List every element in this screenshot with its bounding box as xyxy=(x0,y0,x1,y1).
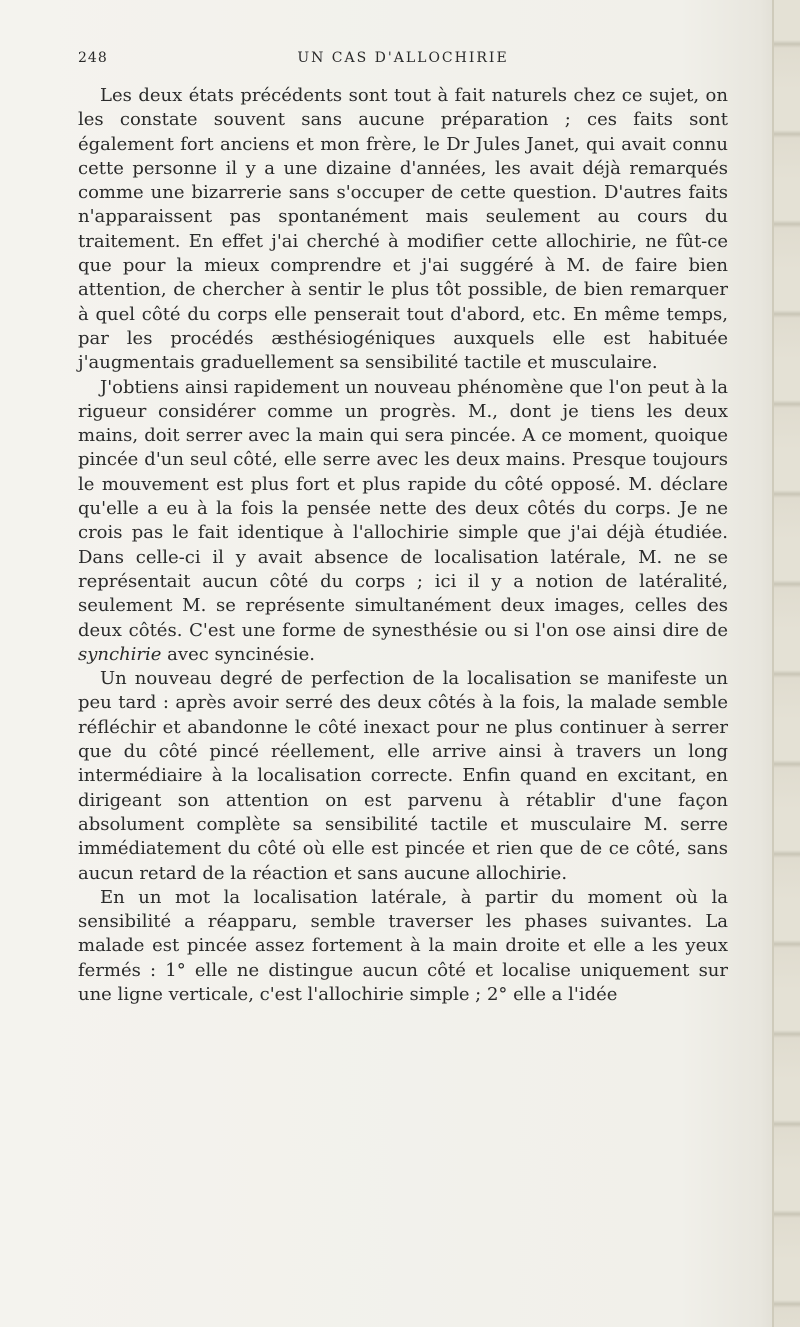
paragraph-2 xyxy=(78,376,728,668)
page-number: 248 xyxy=(78,50,108,66)
page-header xyxy=(78,50,728,72)
italic-term: synchirie xyxy=(78,643,162,665)
paragraph-2-text: J'obtiens ainsi rapidement un nouveau phénomène que l'on peut à la rigueur considérer comme un progrès. M., dont je tiens les deux mains, doit serrer avec la main qui sera pincée. A ce moment, quoique pincée d'un seul côté, elle serre avec les deux mains. Presque toujours le mouvement est plus fort et plus rapide du côté opposé. M. déclare qu'elle a eu à la fois la pensée nette des deux côtés du corps. Je ne crois pas le fait identique à l'allochirie simple que j'ai déjà étudiée. Dans celle-ci il y avait absence de localisation latérale, M. ne se représentait aucun côté du corps ; ici il y a notion de latéralité, seulement M. se représente simultanément deux images, celles des deux côtés. C'est une forme de synesthésie ou si l'on ose ainsi dire de xyxy=(78,376,728,641)
paragraph-3: Un nouveau degré de perfection de la localisation se manifeste un peu tard : après avoir serré des deux côtés à la fois, la malade semble réfléchir et abandonne le côté inexact pour ne plus continuer à serrer que du côté pincé réellement, elle arrive ainsi à travers un long intermédiaire à la localisation correcte. Enfin quand en excitant, en dirigeant son attention on est parvenu à rétablir d'une façon absolument complète sa sensibilité tactile et musculaire M. serre immédiatement du côté où elle est pincée et rien que de ce côté, sans aucun retard de la réaction et sans aucune allochirie. xyxy=(78,668,728,884)
page-edge xyxy=(772,0,800,1327)
running-head: UN CAS D'ALLOCHIRIE xyxy=(297,50,509,66)
paragraph-2-tail: avec syncinésie. xyxy=(161,643,315,665)
paragraph-1: Les deux états précédents sont tout à fait naturels chez ce sujet, on les constate souvent sans aucune préparation ; ces faits sont également fort anciens et mon frère, le Dr Jules Janet, qui avait connu cette personne il y a une dizaine d'années, les avait déjà remarqués comme une bizarrerie sans s'occuper de cette question. D'autres faits n'apparaissent pas spontanément mais seulement au cours du traitement. En effet j'ai cherché à modifier cette allochirie, ne fût-ce que pour la mieux comprendre et j'ai suggéré à M. de faire bien attention, de chercher à sentir le plus tôt possible, de bien remarquer à quel côté du corps elle penserait tout d'abord, etc. En même temps, par les procédés æsthésiogéniques auxquels elle est habituée j'augmentais graduellement sa sensibilité tactile et musculaire. xyxy=(78,85,728,374)
paragraph-4: En un mot la localisation latérale, à partir du moment où la sensibilité a réapparu, semble traverser les phases suivantes. La malade est pincée assez fortement à la main droite et elle a les yeux fermés : 1° elle ne distingue aucun côté et localise uniquement sur une ligne verticale, c'est l'allochirie simple ; 2° elle a l'idée xyxy=(78,886,728,1005)
body-text xyxy=(78,84,728,1007)
